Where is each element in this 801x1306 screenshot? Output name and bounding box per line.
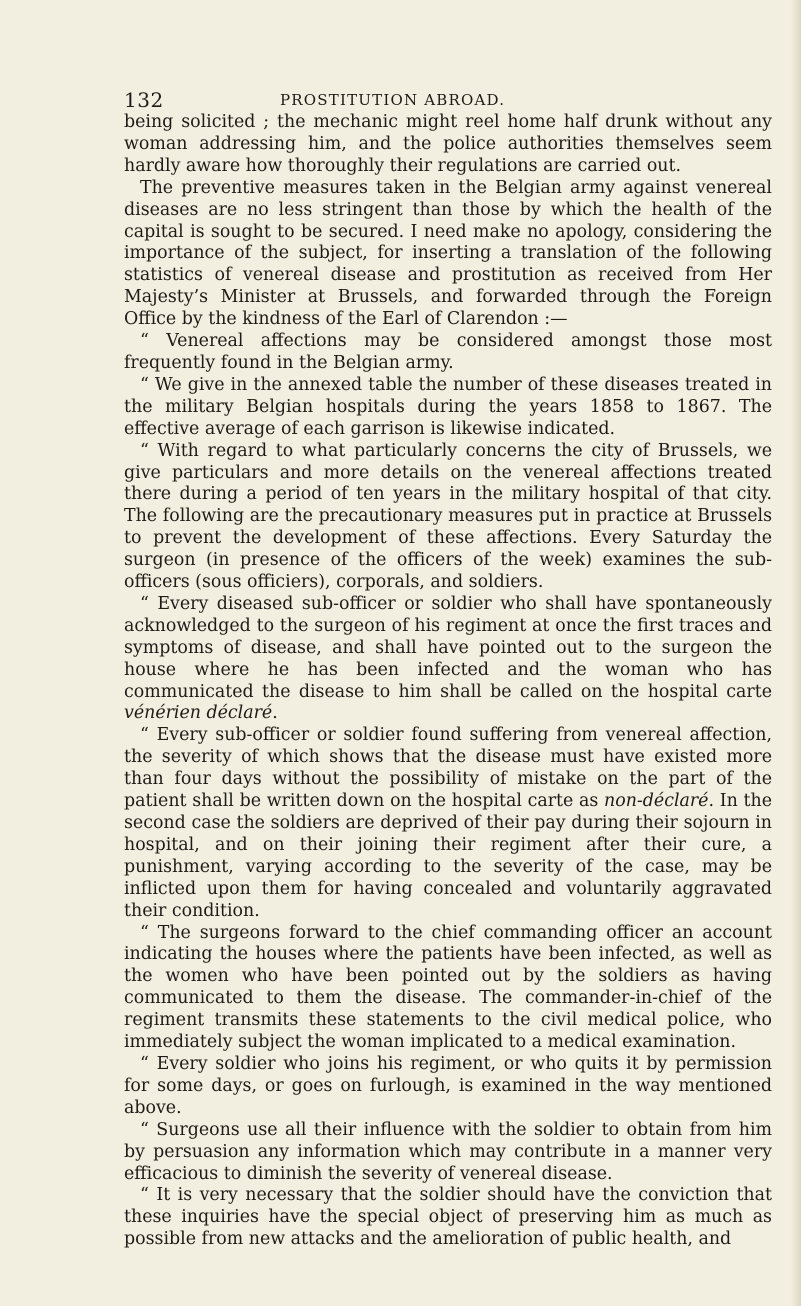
paragraph-text: “ Every diseased sub-officer or soldier who shall have spontaneously acknowledged to the surgeon of his regiment at once the first traces and symptoms of disease, and shall have pointed out to the surgeon the house where he has been infected and the woman who has communicated the disease to him shall be called on the hospital carte — [124, 593, 772, 702]
italic-term: vénérien déclaré — [124, 703, 273, 724]
paragraph — [124, 725, 772, 922]
paragraph: “ With regard to what particularly concerns the city of Brussels, we give particulars and more details on the venereal affections treated there during a period of ten years in the military hospital of that city. The following are the precautionary measures put in practice at Brussels to prevent the development of these affections. Every Saturday the surgeon (in presence of the officers of the week) examines the sub-officers (sous officiers), corporals, and soldiers. — [124, 440, 772, 593]
paragraph-text: . In the second case the soldiers are deprived of their pay during their sojourn in hospital, and on their joining their regiment after their cure, a punishment, varying according to the severity of the case, may be inflicted upon them for having concealed and voluntarily aggravated their condition. — [124, 791, 772, 921]
paragraph: “ The surgeons forward to the chief commanding officer an account indicating the houses where the patients have been infected, as well as the women who have been pointed out by the soldiers as having communicated to them the disease. The commander-in-chief of the regiment transmits these statements to the civil medical police, who immediately subject the woman implicated to a medical examination. — [124, 922, 772, 1053]
paragraph — [124, 594, 772, 725]
paragraph: “ Surgeons use all their influence with the soldier to obtain from him by persuasion any information which may contribute in a manner very efficacious to diminish the severity of venereal disease. — [124, 1119, 772, 1184]
paragraph: “ Every soldier who joins his regiment, or who quits it by permission for some days, or goes on furlough, is examined in the way mentioned above. — [124, 1053, 772, 1118]
paragraph-text: . — [272, 703, 278, 724]
paragraph: “ We give in the annexed table the number of these diseases treated in the military Belgian hospitals during the years 1858 to 1867. The effective average of each garrison is likewise indicated. — [124, 374, 772, 439]
page-number: 132 — [124, 88, 164, 112]
paragraph: “ It is very necessary that the soldier should have the conviction that these inquiries have the special object of preserving him as much as possible from new attacks and the amelioration of public health, and — [124, 1185, 772, 1250]
paragraph: “ Venereal affections may be considered amongst those most frequently found in the Belgian army. — [124, 331, 772, 373]
page-edge-shadow — [791, 0, 801, 1306]
italic-term: non-déclaré — [604, 791, 709, 812]
paragraph-text: “ Every sub-officer or soldier found suffering from venereal affection, the severity of which shows that the disease must have existed more than four days without the possibility of mistake on the part of the patient shall be written down on the hospital carte as — [124, 725, 772, 812]
paragraph: being solicited ; the mechanic might reel home half drunk without any woman addressing him, and the police authorities themselves seem hardly aware how thoroughly their regulations are carried out. — [124, 112, 772, 176]
body-text — [124, 112, 772, 1251]
paragraph: The preventive measures taken in the Belgian army against venereal diseases are no less stringent than those by which the health of the capital is sought to be secured. I need make no apology, considering the importance of the subject, for inserting a translation of the following statistics of venereal disease and prostitution as received from Her Majesty’s Minister at Brussels, and forwarded through the Foreign Office by the kindness of the Earl of Clarendon :— — [124, 177, 772, 330]
running-title: PROSTITUTION ABROAD. — [280, 91, 506, 109]
